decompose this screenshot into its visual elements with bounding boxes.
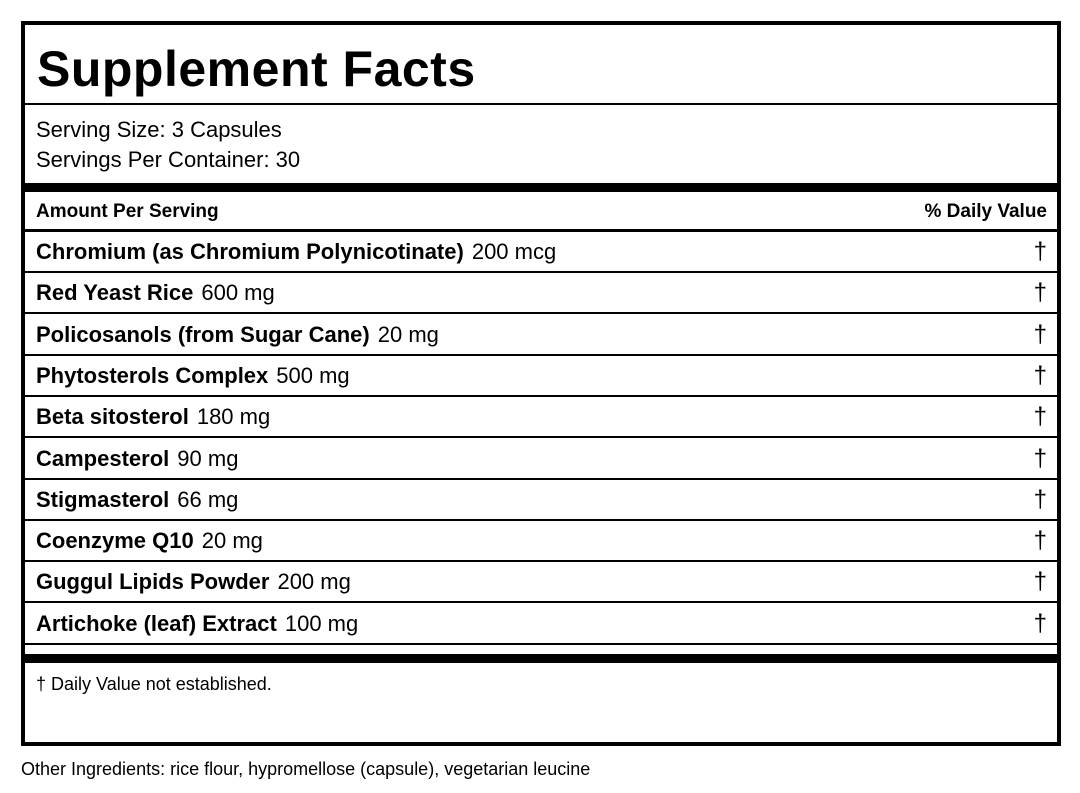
- ingredient-text: [36, 404, 270, 430]
- dagger-icon: †: [1033, 609, 1047, 637]
- ingredient-row: [25, 273, 1057, 312]
- ingredient-name: Chromium (as Chromium Polynicotinate): [36, 239, 464, 264]
- serving-size: Serving Size: 3 Capsules: [36, 117, 282, 142]
- ingredient-amount: 100 mg: [284, 610, 359, 636]
- ingredient-name: Guggul Lipids Powder: [36, 569, 270, 595]
- ingredient-amount: 20 mg: [201, 528, 263, 554]
- ingredient-row: [25, 521, 1057, 560]
- ingredient-row: [25, 232, 1057, 271]
- other-ingredients: Other Ingredients: rice flour, hypromellose (capsule), vegetarian leucine: [21, 759, 591, 779]
- dagger-icon: †: [1033, 279, 1047, 307]
- ingredient-row: [25, 604, 1057, 643]
- dagger-icon: †: [1033, 485, 1047, 513]
- ingredient-text: [36, 487, 238, 513]
- dagger-icon: †: [1033, 444, 1047, 472]
- ingredient-text: [36, 611, 358, 637]
- ingredient-amount: 20 mg: [377, 321, 439, 347]
- ingredient-amount: 200 mg: [277, 569, 351, 595]
- supplement-facts-panel: [21, 21, 1061, 746]
- ingredient-text: [36, 446, 238, 472]
- dagger-icon: †: [1033, 527, 1047, 555]
- ingredient-amount: 200 mcg: [471, 239, 557, 264]
- dagger-icon: †: [1033, 238, 1047, 265]
- ingredient-text: [36, 280, 275, 306]
- divider-title: [25, 103, 1057, 105]
- ingredient-name: Coenzyme Q10: [36, 528, 194, 554]
- ingredient-amount: 600 mg: [201, 280, 275, 306]
- ingredient-row: [25, 562, 1057, 601]
- dagger-icon: †: [1033, 568, 1047, 596]
- divider-thick-bottom: [25, 654, 1057, 663]
- ingredient-row: [25, 397, 1057, 436]
- ingredient-row: [25, 480, 1057, 519]
- ingredient-name: Policosanols (from Sugar Cane): [36, 321, 370, 347]
- amount-per-serving-header: Amount Per Serving: [36, 201, 219, 222]
- panel-title: Supplement Facts: [37, 41, 476, 97]
- ingredient-name: Red Yeast Rice: [36, 280, 194, 306]
- ingredient-name: Campesterol: [36, 445, 170, 471]
- ingredient-amount: 180 mg: [196, 404, 271, 430]
- ingredient-name: Beta sitosterol: [36, 404, 189, 430]
- dagger-icon: †: [1033, 403, 1047, 431]
- servings-per-container: Servings Per Container: 30: [36, 147, 301, 172]
- ingredient-text: [36, 528, 263, 554]
- ingredient-name: Artichoke (leaf) Extract: [36, 610, 277, 636]
- daily-value-header: % Daily Value: [924, 201, 1047, 222]
- ingredient-text: [36, 322, 439, 348]
- footnote: † Daily Value not established.: [36, 674, 272, 694]
- ingredient-amount: 500 mg: [276, 362, 350, 388]
- ingredient-text: [36, 363, 350, 389]
- ingredient-amount: 90 mg: [177, 445, 239, 471]
- ingredient-text: [36, 239, 556, 265]
- dagger-icon: †: [1033, 361, 1047, 389]
- row-divider: [25, 643, 1057, 645]
- divider-thick-top: [25, 183, 1057, 192]
- dagger-icon: †: [1033, 320, 1047, 348]
- ingredient-row: [25, 439, 1057, 478]
- ingredient-text: [36, 569, 351, 595]
- ingredient-name: Stigmasterol: [36, 486, 170, 512]
- ingredient-row: [25, 315, 1057, 354]
- ingredient-amount: 66 mg: [177, 486, 239, 512]
- ingredient-row: [25, 356, 1057, 395]
- ingredient-name: Phytosterols Complex: [36, 362, 269, 388]
